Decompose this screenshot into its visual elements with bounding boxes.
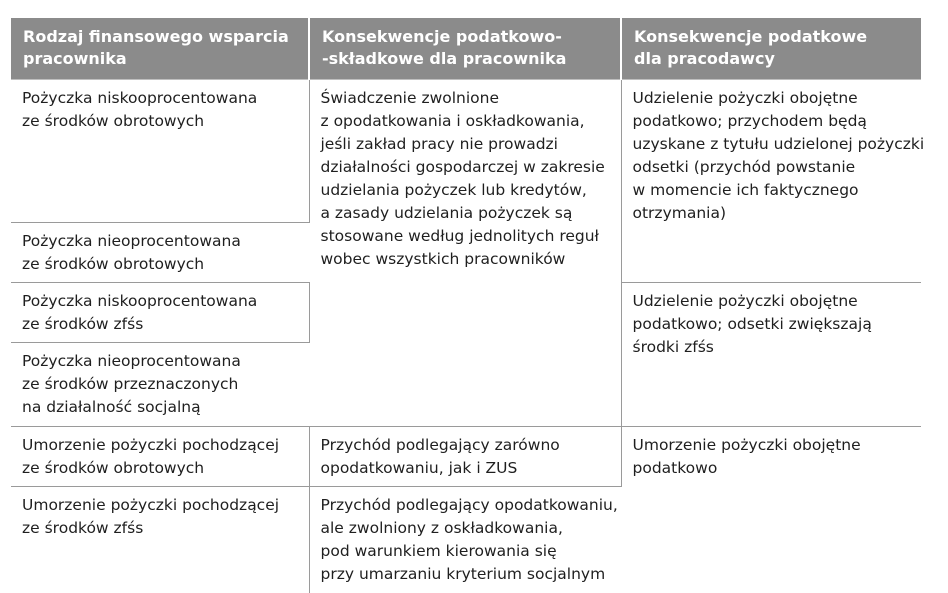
table-cell: Pożyczka niskooprocentowana ze środków zfśs bbox=[11, 283, 309, 343]
table-cell: Pożyczka nieoprocentowana ze środków obrotowych bbox=[11, 223, 309, 283]
table-cell: Przychód podlegający zarówno opodatkowaniu, jak i ZUS bbox=[309, 427, 621, 487]
table-cell: Pożyczka nieoprocentowana ze środków przeznaczonych na działalność socjalną bbox=[11, 343, 309, 427]
header-employee-consequences: Konsekwencje podatkowo- -składkowe dla pracownika bbox=[309, 18, 621, 80]
tax-consequences-table bbox=[11, 18, 925, 593]
table-cell-merged: Świadczenie zwolnione z opodatkowania i oskładkowania, jeśli zakład pracy nie prowadzi działalności gospodarczej w zakresie udzielania pożyczek lub kredytów, a zasady udzielania pożyczek są stosowane według jednolitych reguł wobec wszystkich pracowników bbox=[309, 80, 621, 427]
table-cell-merged: Udzielenie pożyczki obojętne podatkowo; odsetki zwiększają środki zfśs bbox=[621, 283, 921, 427]
table-cell: Przychód podlegający opodatkowaniu, ale zwolniony z oskładkowania, pod warunkiem kierowania się przy umarzaniu kryterium socjalnym bbox=[320, 496, 618, 583]
header-employer-consequences: Konsekwencje podatkowe dla pracodawcy bbox=[621, 18, 921, 80]
table-cell: Umorzenie pożyczki pochodzącej ze środków obrotowych bbox=[11, 427, 309, 487]
table-row bbox=[11, 80, 921, 223]
table-cell: Pożyczka niskooprocentowana ze środków obrotowych bbox=[11, 80, 309, 223]
table-cell-merged: Udzielenie pożyczki obojętne podatkowo; przychodem będą uzyskane z tytułu udzielonej pożyczki odsetki (przychód powstanie w momencie ich faktycznego otrzymania) bbox=[621, 80, 921, 283]
header-support-type: Rodzaj finansowego wsparcia pracownika bbox=[11, 18, 309, 80]
table-row bbox=[11, 427, 921, 487]
header-row bbox=[11, 18, 921, 80]
table-cell: Umorzenie pożyczki pochodzącej ze środków zfśs bbox=[11, 487, 309, 593]
table-cell-merged: Umorzenie pożyczki obojętne podatkowo bbox=[632, 436, 861, 477]
